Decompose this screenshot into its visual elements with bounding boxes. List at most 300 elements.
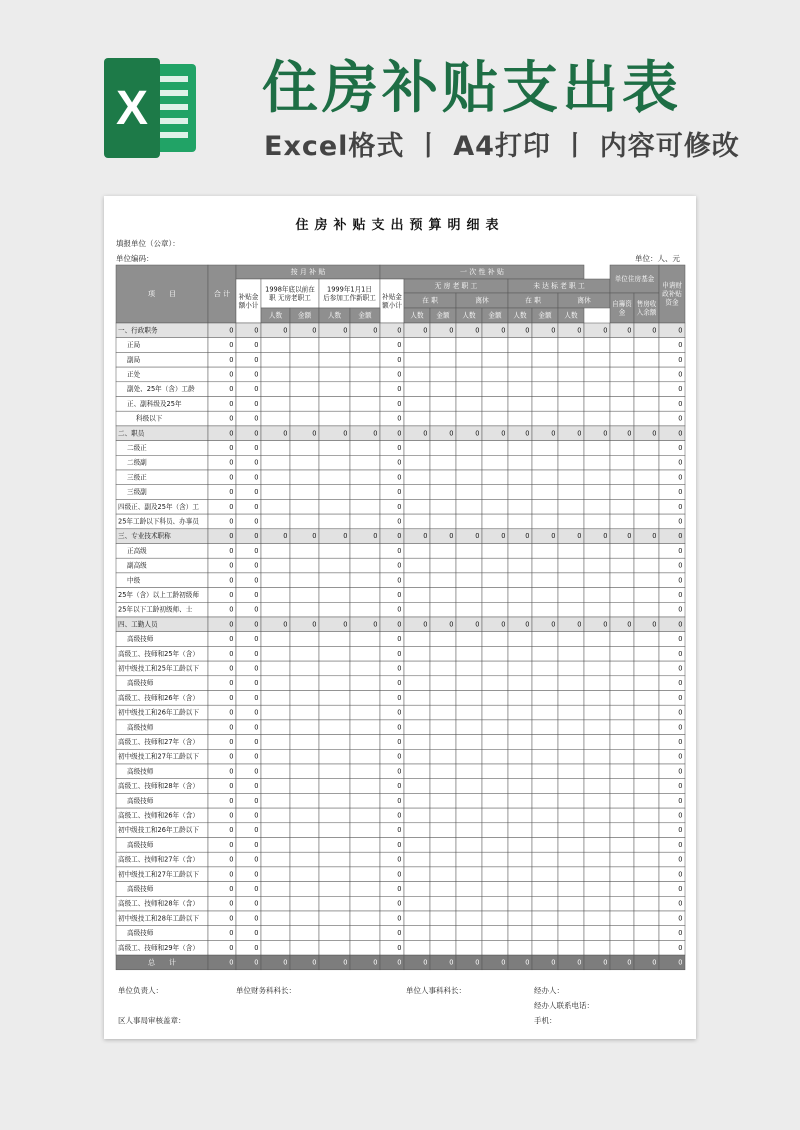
row-1-zero-2: 0: [254, 341, 259, 350]
row-31-cell-5: [319, 779, 350, 794]
row-15-zero-1: 0: [229, 546, 234, 555]
row-1-cell-13: [532, 338, 558, 353]
row-40-cell-14: [558, 911, 584, 926]
row-14-zero-5: 0: [343, 532, 348, 541]
header-below-std-text: 未 达 标 老 职 工: [533, 282, 585, 290]
row-0-zero-12: 0: [525, 326, 530, 335]
row-10-zero-7: 0: [397, 473, 402, 482]
row-5-cell-13: [532, 397, 558, 412]
row-21-zero-1: 0: [229, 635, 234, 644]
row-2-cell-6: [350, 352, 380, 367]
header-onetime-text: 一 次 性 补 贴: [460, 268, 504, 276]
header-sub-group-text-2: 在 职: [525, 296, 541, 305]
row-34-label: 初中级技工和26年工龄以下: [118, 826, 199, 835]
row-20-zero-3: 0: [283, 620, 288, 629]
row-21-cell-17: [634, 632, 659, 647]
row-11-cell-15: [584, 485, 610, 500]
row-9-cell-4: [290, 455, 319, 470]
row-4-cell-14: [558, 382, 584, 397]
row-1-cell-11: [482, 338, 508, 353]
row-31-zero-18: 0: [678, 782, 683, 791]
row-35-cell-13: [532, 838, 558, 853]
row-1-cell-3: [261, 338, 290, 353]
row-10-cell-14: [558, 470, 584, 485]
row-31-cell-10: [456, 779, 482, 794]
row-26-zero-2: 0: [254, 708, 259, 717]
row-30-label: 高级技师: [127, 767, 154, 776]
row-23-cell-14: [558, 661, 584, 676]
row-30-cell-12: [508, 764, 532, 779]
row-28-cell-4: [290, 735, 319, 750]
row-39-zero-1: 0: [229, 899, 234, 908]
row-3-cell-17: [634, 367, 659, 382]
row-30-zero-1: 0: [229, 767, 234, 776]
row-23-zero-18: 0: [678, 664, 683, 673]
row-5-cell-4: [290, 397, 319, 412]
row-38-cell-9: [430, 882, 456, 897]
total-zero-15: 0: [603, 958, 608, 967]
row-27-cell-10: [456, 720, 482, 735]
row-33-cell-17: [634, 808, 659, 823]
row-23-cell-13: [532, 661, 558, 676]
row-21-cell-11: [482, 632, 508, 647]
row-42-cell-14: [558, 940, 584, 955]
row-6-cell-16: [610, 411, 634, 426]
row-23-zero-2: 0: [254, 664, 259, 673]
row-19-cell-15: [584, 602, 610, 617]
row-20-zero-12: 0: [525, 620, 530, 629]
spreadsheet-page: [104, 196, 696, 1039]
row-13-cell-3: [261, 514, 290, 529]
row-10-cell-5: [319, 470, 350, 485]
row-30-cell-6: [350, 764, 380, 779]
row-11-cell-3: [261, 485, 290, 500]
row-20-zero-1: 0: [229, 620, 234, 629]
row-12-cell-10: [456, 499, 482, 514]
row-39-cell-4: [290, 896, 319, 911]
row-8-cell-4: [290, 441, 319, 456]
row-21-cell-9: [430, 632, 456, 647]
row-5-cell-11: [482, 397, 508, 412]
row-5-cell-6: [350, 397, 380, 412]
row-11-cell-10: [456, 485, 482, 500]
row-29-cell-9: [430, 749, 456, 764]
row-29-cell-11: [482, 749, 508, 764]
row-13-cell-10: [456, 514, 482, 529]
row-28-cell-14: [558, 735, 584, 750]
row-4-cell-12: [508, 382, 532, 397]
row-2-cell-4: [290, 352, 319, 367]
header-after-1999-line-0: 1999年1月1日: [327, 285, 372, 294]
row-5-zero-1: 0: [229, 399, 234, 408]
row-6-label: 科级以下: [136, 414, 163, 423]
row-25-cell-6: [350, 691, 380, 706]
row-12-zero-2: 0: [254, 502, 259, 511]
row-16-cell-13: [532, 558, 558, 573]
row-2-label: 副局: [127, 355, 141, 364]
row-38-label: 高级技师: [127, 884, 154, 893]
row-23-cell-16: [610, 661, 634, 676]
row-21-cell-6: [350, 632, 380, 647]
row-14-zero-16: 0: [627, 532, 632, 541]
row-36-zero-1: 0: [229, 855, 234, 864]
header-fund-sale-line-0: 售房收: [636, 299, 657, 308]
row-0-zero-13: 0: [551, 326, 556, 335]
row-12-cell-16: [610, 499, 634, 514]
row-12-cell-4: [290, 499, 319, 514]
row-23-cell-5: [319, 661, 350, 676]
row-17-cell-5: [319, 573, 350, 588]
row-15-cell-5: [319, 544, 350, 559]
row-22-cell-14: [558, 646, 584, 661]
row-41-cell-5: [319, 926, 350, 941]
row-22-cell-15: [584, 646, 610, 661]
row-21-zero-18: 0: [678, 635, 683, 644]
row-32-cell-5: [319, 793, 350, 808]
row-14-zero-2: 0: [254, 532, 259, 541]
row-35-zero-7: 0: [397, 840, 402, 849]
row-8-cell-16: [610, 441, 634, 456]
row-11-cell-11: [482, 485, 508, 500]
row-8-cell-9: [430, 441, 456, 456]
row-7-zero-9: 0: [449, 429, 454, 438]
footer-finance: 单位财务科科长：: [236, 986, 296, 995]
row-20-zero-10: 0: [475, 620, 480, 629]
row-35-zero-18: 0: [678, 840, 683, 849]
row-34-cell-11: [482, 823, 508, 838]
row-28-cell-11: [482, 735, 508, 750]
row-39-zero-18: 0: [678, 899, 683, 908]
row-28-zero-18: 0: [678, 737, 683, 746]
row-19-cell-10: [456, 602, 482, 617]
row-21-cell-10: [456, 632, 482, 647]
row-17-cell-9: [430, 573, 456, 588]
row-41-cell-11: [482, 926, 508, 941]
row-26-cell-4: [290, 705, 319, 720]
row-36-zero-18: 0: [678, 855, 683, 864]
row-26-zero-7: 0: [397, 708, 402, 717]
row-11-cell-12: [508, 485, 532, 500]
row-18-cell-12: [508, 588, 532, 603]
row-6-cell-3: [261, 411, 290, 426]
row-25-cell-8: [404, 691, 430, 706]
row-16-label: 副高级: [127, 561, 147, 570]
row-24-cell-13: [532, 676, 558, 691]
row-27-cell-4: [290, 720, 319, 735]
row-26-cell-5: [319, 705, 350, 720]
row-30-cell-13: [532, 764, 558, 779]
row-5-cell-8: [404, 397, 430, 412]
row-16-cell-6: [350, 558, 380, 573]
header-onetime-subtotal-line-1: 额小计: [382, 301, 402, 310]
row-15-cell-3: [261, 544, 290, 559]
row-9-cell-8: [404, 455, 430, 470]
header-sub-col-text-4: 金额: [297, 311, 312, 320]
total-zero-10: 0: [475, 958, 480, 967]
row-41-cell-16: [610, 926, 634, 941]
row-13-cell-11: [482, 514, 508, 529]
row-0-zero-4: 0: [312, 326, 317, 335]
row-20-zero-18: 0: [678, 620, 683, 629]
row-19-cell-3: [261, 602, 290, 617]
row-12-zero-1: 0: [229, 502, 234, 511]
header-sub-col-text-12: 人数: [513, 311, 527, 320]
row-6-cell-4: [290, 411, 319, 426]
row-3-cell-13: [532, 367, 558, 382]
row-20-zero-7: 0: [397, 620, 402, 629]
row-2-cell-5: [319, 352, 350, 367]
footer-hr: 单位人事科科长：: [406, 986, 466, 995]
row-6-cell-17: [634, 411, 659, 426]
header-sub-col-text-14: 人数: [564, 311, 578, 320]
row-42-cell-15: [584, 940, 610, 955]
row-30-cell-8: [404, 764, 430, 779]
row-33-cell-11: [482, 808, 508, 823]
row-34-cell-12: [508, 823, 532, 838]
row-39-cell-13: [532, 896, 558, 911]
row-25-cell-3: [261, 691, 290, 706]
row-10-zero-2: 0: [254, 473, 259, 482]
row-1-zero-7: 0: [397, 341, 402, 350]
row-36-zero-2: 0: [254, 855, 259, 864]
row-0-label: 一、行政职务: [118, 326, 158, 335]
row-9-cell-17: [634, 455, 659, 470]
row-28-zero-2: 0: [254, 737, 259, 746]
row-23-cell-3: [261, 661, 290, 676]
row-33-cell-13: [532, 808, 558, 823]
row-36-cell-9: [430, 852, 456, 867]
row-16-cell-17: [634, 558, 659, 573]
row-27-cell-17: [634, 720, 659, 735]
row-29-cell-10: [456, 749, 482, 764]
row-41-cell-17: [634, 926, 659, 941]
row-8-cell-13: [532, 441, 558, 456]
row-21-zero-2: 0: [254, 635, 259, 644]
row-18-zero-1: 0: [229, 590, 234, 599]
row-13-cell-6: [350, 514, 380, 529]
row-5-zero-7: 0: [397, 399, 402, 408]
row-13-zero-2: 0: [254, 517, 259, 526]
row-10-cell-16: [610, 470, 634, 485]
row-25-label: 高级工、技师和26年（含）: [118, 693, 199, 702]
row-29-zero-18: 0: [678, 752, 683, 761]
row-23-cell-4: [290, 661, 319, 676]
banner: [0, 0, 800, 200]
row-25-zero-2: 0: [254, 693, 259, 702]
row-32-cell-16: [610, 793, 634, 808]
row-31-zero-2: 0: [254, 782, 259, 791]
row-31-cell-4: [290, 779, 319, 794]
row-38-cell-8: [404, 882, 430, 897]
row-5-cell-15: [584, 397, 610, 412]
header-fund-self-line-0: 自籌资: [612, 299, 632, 308]
row-40-cell-12: [508, 911, 532, 926]
row-32-cell-6: [350, 793, 380, 808]
row-35-cell-9: [430, 838, 456, 853]
row-38-cell-6: [350, 882, 380, 897]
row-18-cell-10: [456, 588, 482, 603]
row-12-cell-9: [430, 499, 456, 514]
row-30-cell-9: [430, 764, 456, 779]
row-19-zero-1: 0: [229, 605, 234, 614]
row-36-cell-4: [290, 852, 319, 867]
row-32-zero-18: 0: [678, 796, 683, 805]
row-11-label: 三级副: [127, 488, 147, 497]
total-zero-9: 0: [449, 958, 454, 967]
row-13-cell-5: [319, 514, 350, 529]
row-42-cell-3: [261, 940, 290, 955]
row-15-cell-12: [508, 544, 532, 559]
row-4-cell-3: [261, 382, 290, 397]
row-16-cell-12: [508, 558, 532, 573]
row-6-cell-11: [482, 411, 508, 426]
row-24-zero-2: 0: [254, 679, 259, 688]
row-20-zero-2: 0: [254, 620, 259, 629]
row-18-zero-18: 0: [678, 590, 683, 599]
row-29-zero-7: 0: [397, 752, 402, 761]
row-6-cell-14: [558, 411, 584, 426]
row-40-cell-11: [482, 911, 508, 926]
row-15-label: 正高级: [127, 546, 147, 555]
row-4-cell-6: [350, 382, 380, 397]
row-42-cell-9: [430, 940, 456, 955]
row-10-cell-17: [634, 470, 659, 485]
row-32-cell-17: [634, 793, 659, 808]
row-42-cell-8: [404, 940, 430, 955]
row-33-zero-7: 0: [397, 811, 402, 820]
row-16-cell-16: [610, 558, 634, 573]
row-40-zero-1: 0: [229, 914, 234, 923]
row-41-cell-10: [456, 926, 482, 941]
header-before-1998-line-1: 职 无房老职工: [269, 293, 311, 302]
row-11-cell-8: [404, 485, 430, 500]
row-16-zero-2: 0: [254, 561, 259, 570]
row-41-cell-4: [290, 926, 319, 941]
excel-logo-icon: [102, 58, 200, 158]
row-40-cell-17: [634, 911, 659, 926]
row-26-cell-6: [350, 705, 380, 720]
row-8-cell-12: [508, 441, 532, 456]
row-34-cell-9: [430, 823, 456, 838]
row-16-zero-18: 0: [678, 561, 683, 570]
row-0-zero-1: 0: [229, 326, 234, 335]
row-14-zero-11: 0: [501, 532, 506, 541]
row-41-cell-12: [508, 926, 532, 941]
row-38-zero-2: 0: [254, 884, 259, 893]
row-29-zero-1: 0: [229, 752, 234, 761]
row-17-zero-2: 0: [254, 576, 259, 585]
row-12-cell-8: [404, 499, 430, 514]
row-21-cell-4: [290, 632, 319, 647]
row-10-cell-12: [508, 470, 532, 485]
row-27-zero-1: 0: [229, 723, 234, 732]
row-22-zero-2: 0: [254, 649, 259, 658]
row-39-cell-6: [350, 896, 380, 911]
row-22-cell-10: [456, 646, 482, 661]
row-16-zero-7: 0: [397, 561, 402, 570]
row-0-zero-9: 0: [449, 326, 454, 335]
row-12-cell-11: [482, 499, 508, 514]
row-42-cell-17: [634, 940, 659, 955]
row-26-cell-11: [482, 705, 508, 720]
row-26-zero-1: 0: [229, 708, 234, 717]
row-35-cell-16: [610, 838, 634, 853]
row-33-cell-10: [456, 808, 482, 823]
row-34-cell-6: [350, 823, 380, 838]
header-item-text: 项 目: [148, 290, 176, 298]
total-zero-8: 0: [423, 958, 428, 967]
excel-logo-letter: X: [115, 82, 149, 135]
row-2-cell-8: [404, 352, 430, 367]
row-20-zero-13: 0: [551, 620, 556, 629]
row-40-cell-13: [532, 911, 558, 926]
row-9-cell-15: [584, 455, 610, 470]
row-41-cell-14: [558, 926, 584, 941]
row-29-label: 初中级技工和27年工龄以下: [118, 752, 199, 761]
row-42-cell-10: [456, 940, 482, 955]
header-apply-line-1: 政补贴: [662, 290, 682, 298]
row-11-cell-13: [532, 485, 558, 500]
row-17-zero-1: 0: [229, 576, 234, 585]
row-3-cell-9: [430, 367, 456, 382]
row-22-cell-6: [350, 646, 380, 661]
footer-head: 单位负责人：: [118, 986, 163, 995]
row-32-cell-3: [261, 793, 290, 808]
row-37-cell-14: [558, 867, 584, 882]
row-6-cell-10: [456, 411, 482, 426]
row-5-cell-14: [558, 397, 584, 412]
row-18-cell-4: [290, 588, 319, 603]
row-8-cell-15: [584, 441, 610, 456]
row-19-cell-5: [319, 602, 350, 617]
row-23-cell-17: [634, 661, 659, 676]
row-25-cell-15: [584, 691, 610, 706]
row-13-cell-17: [634, 514, 659, 529]
row-9-cell-11: [482, 455, 508, 470]
row-42-cell-16: [610, 940, 634, 955]
row-35-cell-17: [634, 838, 659, 853]
row-2-zero-2: 0: [254, 355, 259, 364]
row-14-zero-17: 0: [652, 532, 657, 541]
row-16-cell-8: [404, 558, 430, 573]
row-36-zero-7: 0: [397, 855, 402, 864]
row-21-cell-12: [508, 632, 532, 647]
row-6-zero-7: 0: [397, 414, 402, 423]
row-25-zero-1: 0: [229, 693, 234, 702]
row-4-cell-5: [319, 382, 350, 397]
row-36-cell-10: [456, 852, 482, 867]
row-30-cell-16: [610, 764, 634, 779]
row-19-cell-4: [290, 602, 319, 617]
row-38-cell-5: [319, 882, 350, 897]
row-33-cell-9: [430, 808, 456, 823]
row-36-cell-17: [634, 852, 659, 867]
row-10-cell-10: [456, 470, 482, 485]
row-7-zero-5: 0: [343, 429, 348, 438]
row-7-zero-7: 0: [397, 429, 402, 438]
row-3-zero-2: 0: [254, 370, 259, 379]
row-2-cell-15: [584, 352, 610, 367]
row-15-cell-6: [350, 544, 380, 559]
row-29-cell-14: [558, 749, 584, 764]
row-31-cell-13: [532, 779, 558, 794]
row-18-cell-8: [404, 588, 430, 603]
row-18-cell-17: [634, 588, 659, 603]
row-36-cell-5: [319, 852, 350, 867]
row-11-cell-17: [634, 485, 659, 500]
row-29-cell-15: [584, 749, 610, 764]
row-14-zero-8: 0: [423, 532, 428, 541]
